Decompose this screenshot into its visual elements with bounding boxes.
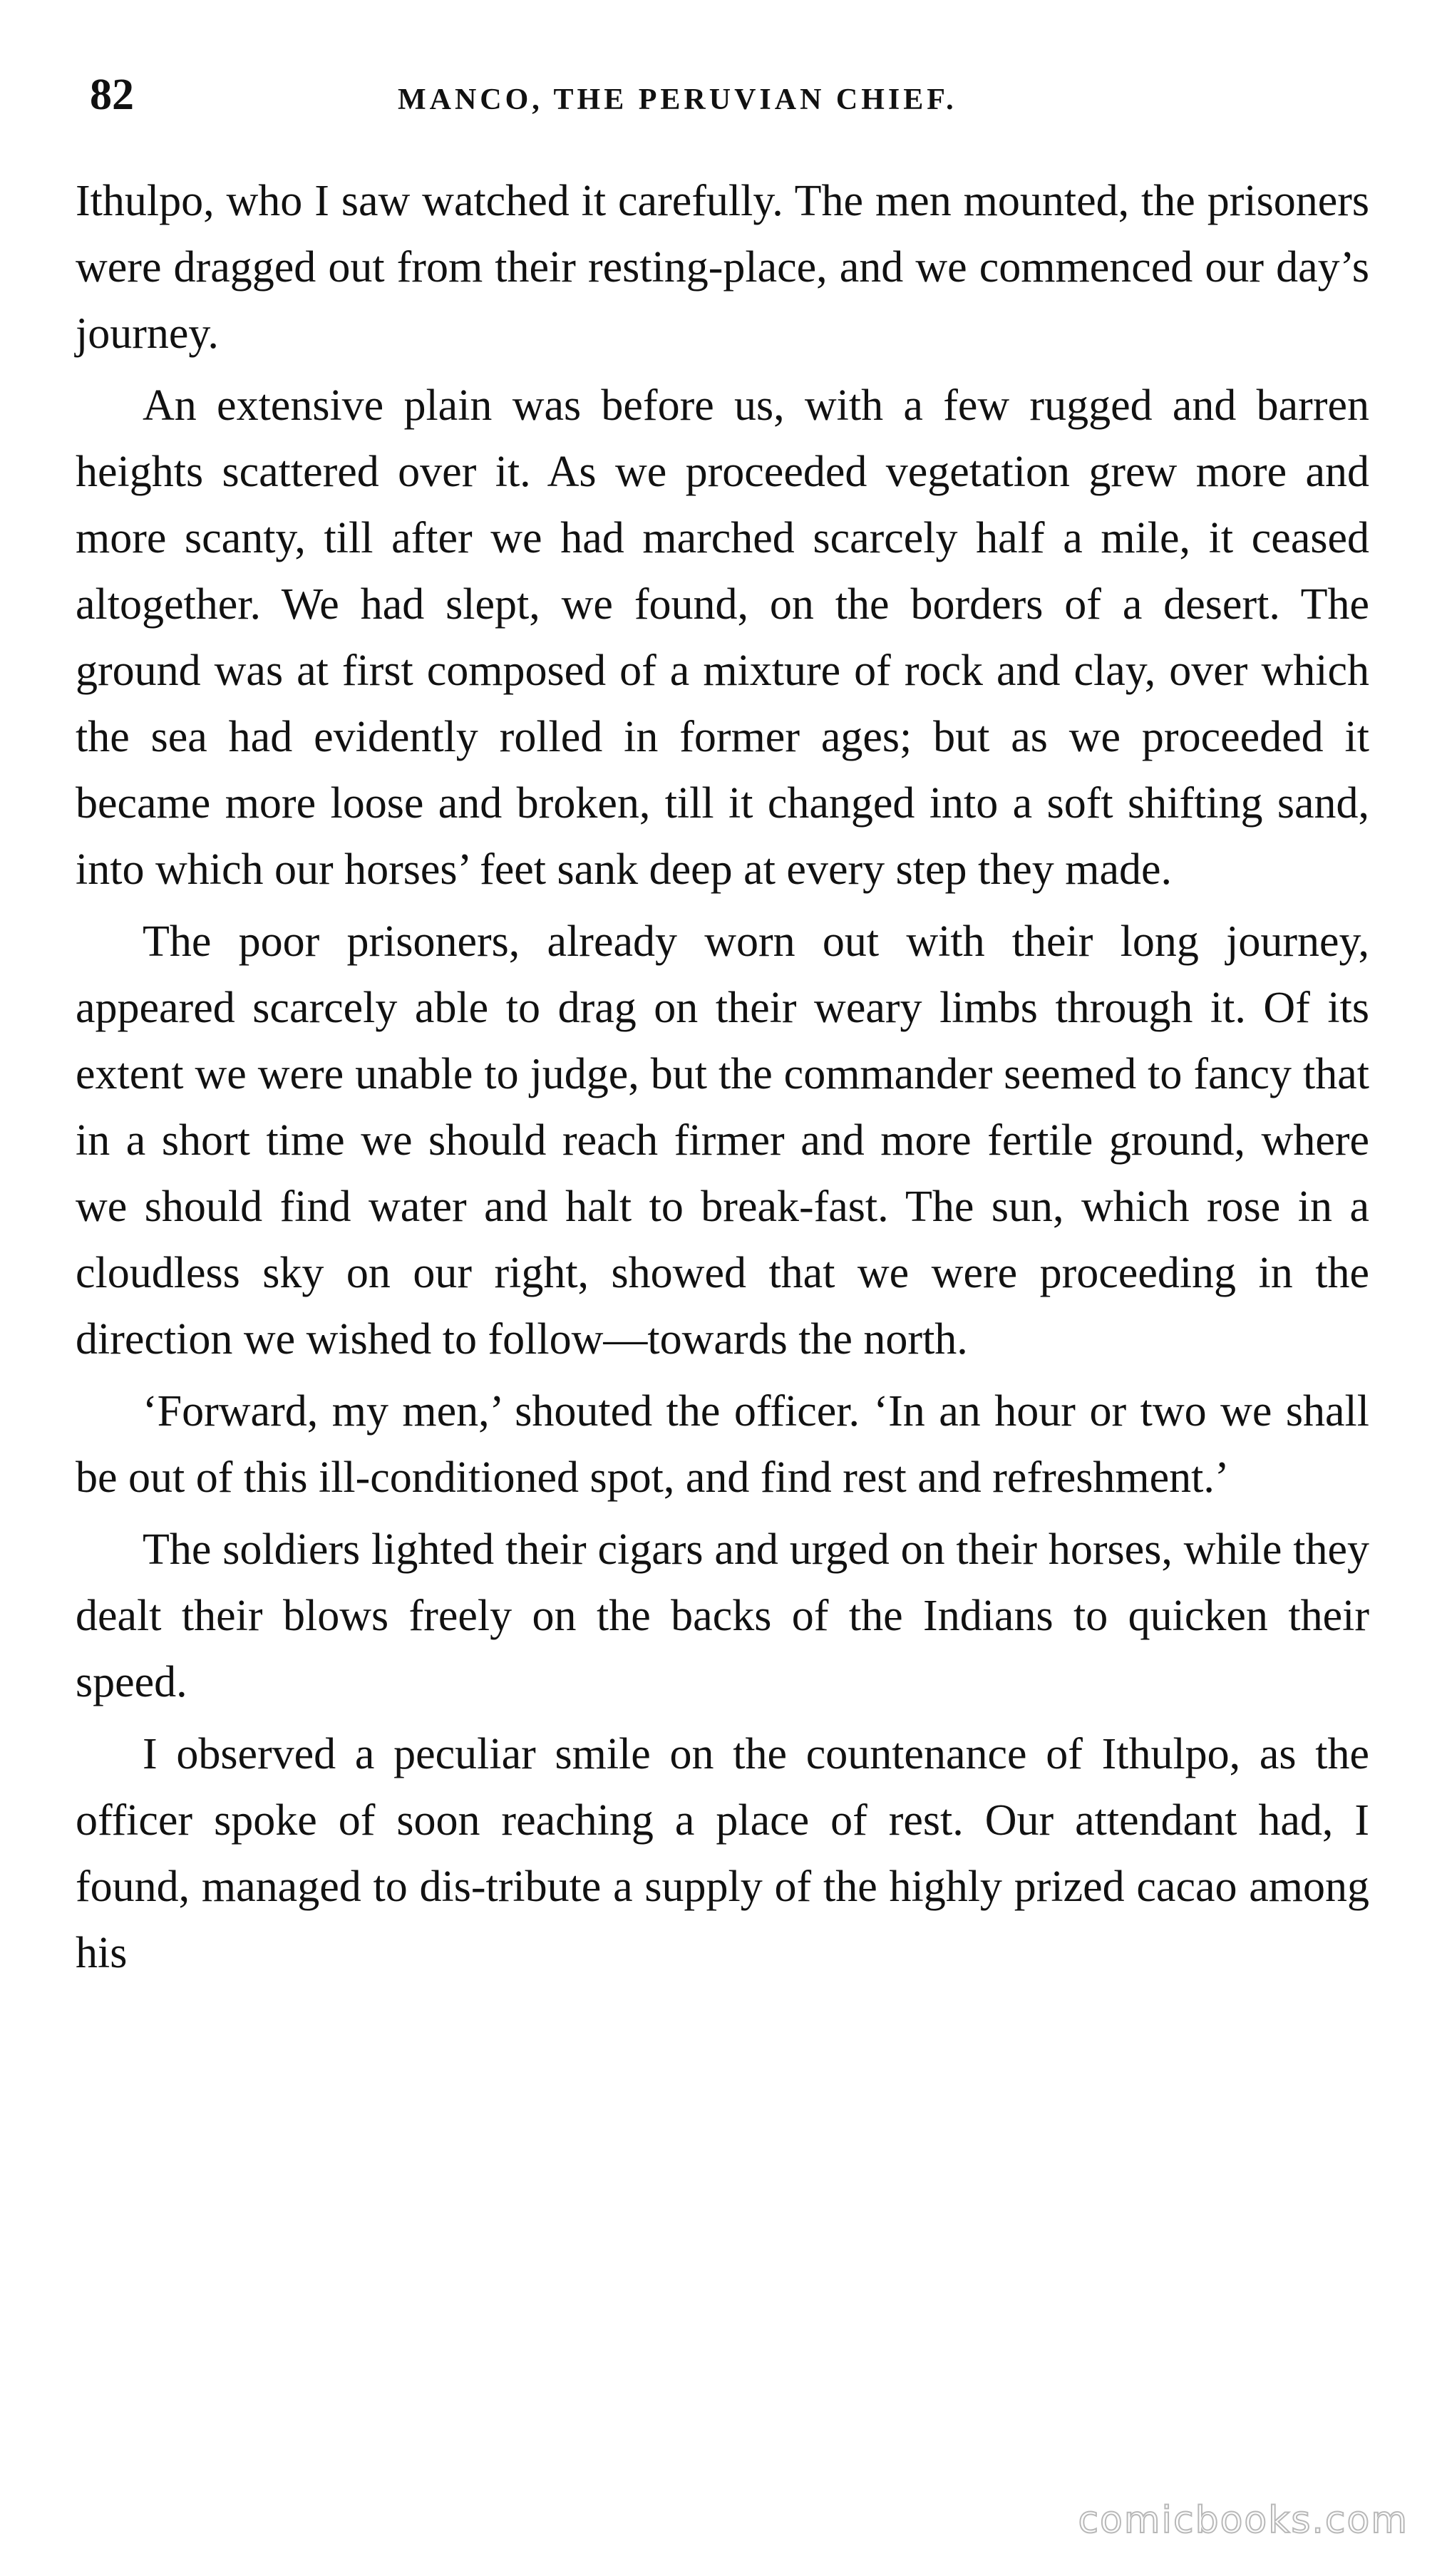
- paragraph-3: The poor prisoners, already worn out with their long journey, appeared scarcely able to drag on their weary limbs through it. Of its extent we were unable to judge, but the commander seemed to fancy that in a short time we should reach firmer and more fertile ground, where we should find water and halt to break-fast. The sun, which rose in a cloudless sky on our right, showed that we were proceeding in the direction we wished to follow—towards the north.: [76, 917, 1369, 1364]
- body-text: [76, 168, 1369, 1987]
- page-header: [84, 64, 1367, 128]
- page-number: 82: [90, 71, 134, 119]
- paragraph-6: I observed a peculiar smile on the countenance of Ithulpo, as the officer spoke of soon reaching a place of rest. Our attendant had, I found, managed to dis-tribute a supply of the highly prized cacao among his: [76, 1730, 1369, 1977]
- paragraph-2: An extensive plain was before us, with a few rugged and barren heights scattered over it. As we proceeded vegetation grew more and more scanty, till after we had marched scarcely half a mile, it ceased altogether. We had slept, we found, on the borders of a desert. The ground was at first composed of a mixture of rock and clay, over which the sea had evidently rolled in former ages; but as we proceeded it became more loose and broken, till it changed into a soft shifting sand, into which our horses’ feet sank deep at every step they made.: [76, 381, 1369, 894]
- running-head: MANCO, THE PERUVIAN CHIEF.: [398, 83, 957, 116]
- paragraph-5: The soldiers lighted their cigars and urged on their horses, while they dealt their blows freely on the backs of the Indians to quicken their speed.: [76, 1525, 1369, 1706]
- watermark: comicbooks.com: [1078, 2499, 1408, 2542]
- paragraph-4: ‘Forward, my men,’ shouted the officer. ‘In an hour or two we shall be out of this ill-conditioned spot, and find rest and refreshment.’: [76, 1387, 1369, 1502]
- paragraph-1: Ithulpo, who I saw watched it carefully. The men mounted, the prisoners were dragged out from their resting-place, and we commenced our day’s journey.: [76, 177, 1369, 358]
